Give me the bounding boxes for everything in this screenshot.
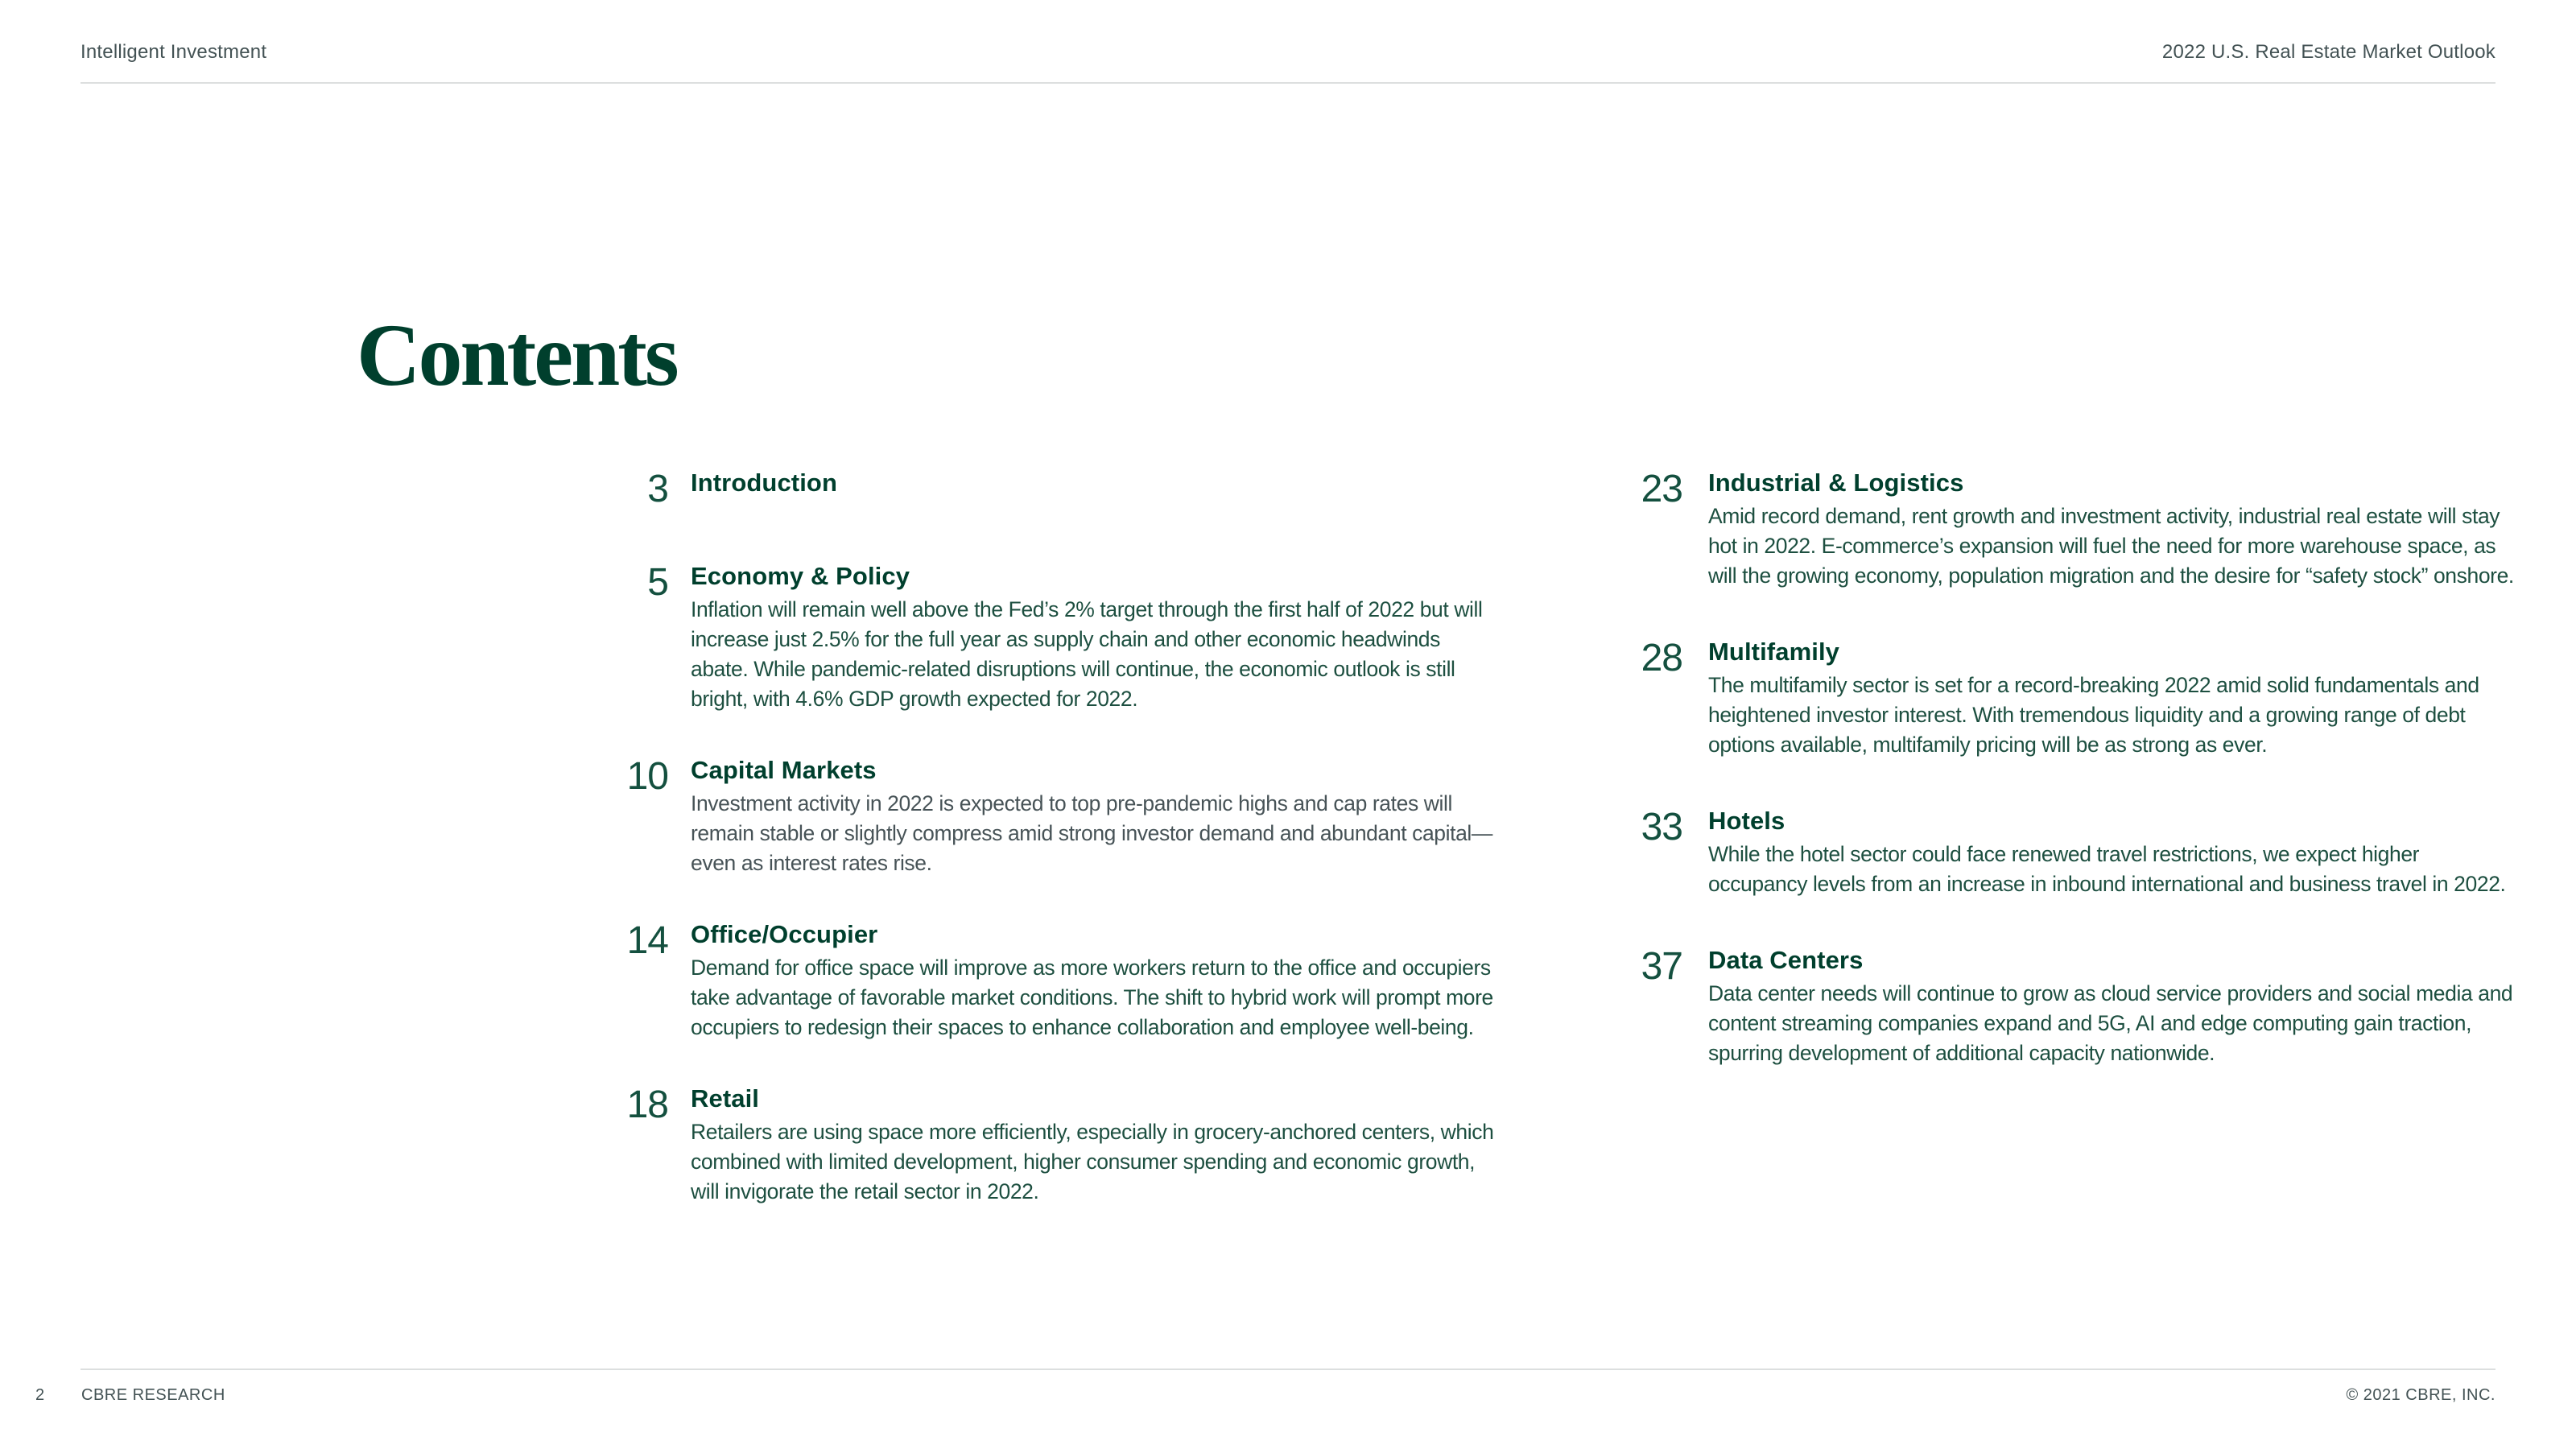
toc-entry-title: Introduction: [691, 469, 837, 497]
toc-page-number: 10: [626, 755, 668, 798]
footer-copyright: © 2021 CBRE, INC.: [2346, 1386, 2496, 1404]
toc-page-number: 23: [1641, 468, 1682, 510]
toc-page-number: 18: [626, 1084, 668, 1126]
toc-entry-description: Investment activity in 2022 is expected to top pre-pandemic highs and cap rates will remain stable or slightly compress amid strong investor demand and abundant capital—even as interest rates rise.: [691, 791, 1493, 875]
toc-entry-body: [691, 756, 1505, 878]
toc-column-right: [1626, 469, 2528, 1115]
header-report-title: 2022 U.S. Real Estate Market Outlook: [2161, 41, 2496, 63]
toc-column-left: [612, 469, 1505, 1249]
toc-entry-description: Data center needs will continue to grow as cloud service providers and social media and content streaming companies expand and 5G, AI and edge computing gain traction, spurring development of additional capacity nationwide.: [1708, 981, 2513, 1065]
toc-page-number: 3: [647, 468, 668, 510]
toc-entry-description: Amid record demand, rent growth and investment activity, industrial real estate will stay hot in 2022. E-commerce’s expansion will fuel the need for more warehouse space, as will the growing economy, population migration and the desire for “safety stock” onshore.: [1708, 504, 2514, 588]
toc-page-number: 33: [1641, 806, 1682, 848]
toc-entry-title: Hotels: [1708, 807, 1785, 835]
toc-entry-body: [691, 469, 1505, 510]
toc-entry-body: [691, 920, 1505, 1042]
toc-page-number: 14: [626, 919, 668, 962]
toc-entry-body: [691, 562, 1505, 714]
toc-entry-body: [1708, 469, 2528, 591]
toc-entry-title: Retail: [691, 1084, 760, 1113]
header-divider: [80, 82, 2496, 84]
page-header: [80, 0, 2496, 82]
toc-entry-body: [1708, 946, 2528, 1068]
toc-entry-description: While the hotel sector could face renewed travel restrictions, we expect higher occupancy levels from an increase in inbound international and business travel in 2022.: [1708, 842, 2506, 896]
toc-entry-title: Multifamily: [1708, 638, 1840, 666]
toc-entry-body: [691, 1084, 1505, 1207]
toc-entry-title: Data Centers: [1708, 946, 1864, 974]
toc-entry-multifamily[interactable]: [1626, 638, 2528, 760]
toc-page-number: 28: [1641, 637, 1682, 679]
toc-entry-description: The multifamily sector is set for a record-breaking 2022 amid solid fundamentals and heightened investor interest. With tremendous liquidity and a growing range of debt options available, multifamily pricing will be as strong as ever.: [1708, 673, 2479, 757]
header-tagline: Intelligent Investment: [80, 41, 267, 63]
toc-page-number: 5: [647, 561, 668, 604]
toc-entry-title: Industrial & Logistics: [1708, 469, 1964, 497]
toc-entry-economy-policy[interactable]: [612, 562, 1505, 714]
toc-entry-industrial-logistics[interactable]: [1626, 469, 2528, 591]
toc-entry-data-centers[interactable]: [1626, 946, 2528, 1068]
toc-entry-description: Demand for office space will improve as more workers return to the office and occupiers take advantage of favorable market conditions. The shift to hybrid work will prompt more occupiers to redesign their spaces to enhance collaboration and employee well-being.: [691, 956, 1493, 1039]
toc-entry-title: Office/Occupier: [691, 920, 878, 948]
toc-entry-description: Retailers are using space more efficiently, especially in grocery-anchored centers, which combined with limited development, higher consumer spending and economic growth, will invigorate the retail sector in 2022.: [691, 1120, 1494, 1203]
toc-entry-hotels[interactable]: [1626, 807, 2528, 899]
toc-entry-title: Capital Markets: [691, 756, 877, 784]
page-title: Contents: [357, 306, 677, 404]
toc-entry-body: [1708, 638, 2528, 760]
toc-entry-body: [1708, 807, 2528, 899]
toc-entry-description: Inflation will remain well above the Fed’s 2% target through the first half of 2022 but will increase just 2.5% for the full year as supply chain and other economic headwinds abate. While pandemic-related disruptions will continue, the economic outlook is still bright, with 4.6% GDP growth expected for 2022.: [691, 597, 1483, 711]
toc-entry-office-occupier[interactable]: [612, 920, 1505, 1042]
toc-entry-retail[interactable]: [612, 1084, 1505, 1207]
toc-entry-title: Economy & Policy: [691, 562, 910, 590]
toc-page-number: 37: [1641, 945, 1682, 988]
footer-divider: [80, 1368, 2496, 1370]
footer-brand: CBRE RESEARCH: [81, 1386, 225, 1404]
footer-page-number: 2: [35, 1386, 45, 1404]
toc-entry-introduction[interactable]: [612, 469, 1505, 510]
toc-entry-capital-markets[interactable]: [612, 756, 1505, 878]
